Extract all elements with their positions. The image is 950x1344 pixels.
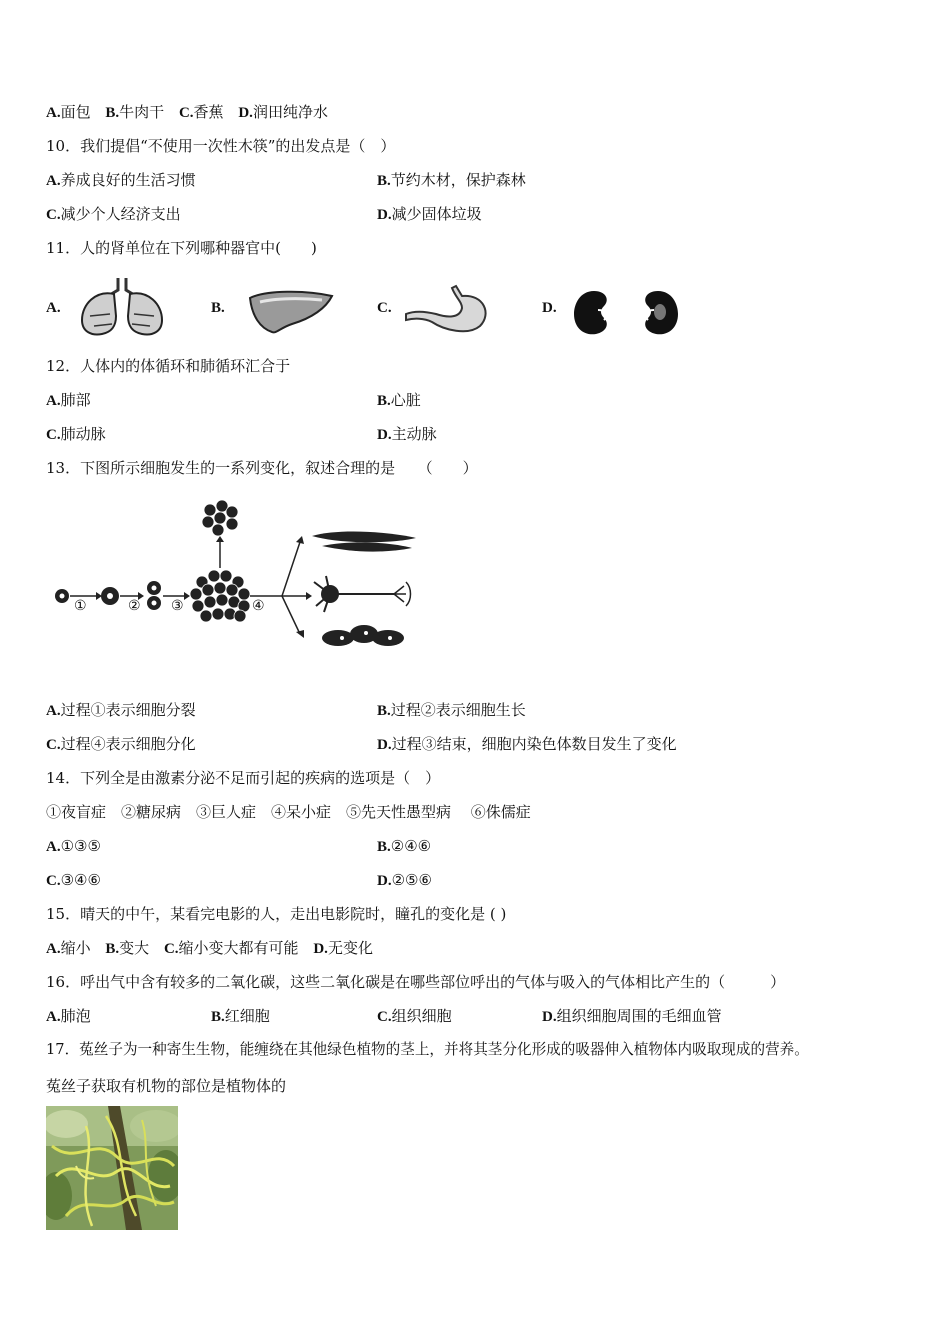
q16-stem: 16．呼出气中含有较多的二氧化碳，这些二氧化碳是在哪些部位呼出的气体与吸入的气体相比产生的（ ） [46,973,786,991]
q13-option-a: A.过程①表示细胞分裂 [46,701,196,719]
q14-option-b: B.②④⑥ [377,837,432,855]
q10-option-b: B.节约木材，保护森林 [377,171,526,189]
q13-option-c: C.过程④表示细胞分化 [46,735,196,753]
q16-option-d: D.组织细胞周围的毛细血管 [542,1007,722,1025]
liver-icon [246,288,336,336]
q12-option-c: C.肺动脉 [46,425,106,443]
q11-option-a-label: A. [46,300,61,316]
q17-stem-line-1: 17．菟丝子为一种寄生生物，能缠绕在其他绿色植物的茎上，并将其茎分化形成的吸器伸入植物体内吸取现成的营养。 [46,1041,809,1058]
q10-option-a: A.养成良好的生活习惯 [46,171,196,189]
kidney-icon [572,288,682,338]
stomach-icon [404,284,490,336]
lungs-icon [78,276,166,338]
q13-option-d: D.过程③结束，细胞内染色体数目发生了变化 [377,735,677,753]
q15-stem: 15．晴天的中午，某看完电影的人，走出电影院时，瞳孔的变化是 ( ) [46,905,507,923]
q9-options: A.面包 B.牛肉干 C.香蕉 D.润田纯净水 [46,103,328,121]
q12-option-b: B.心脏 [377,391,421,409]
q16-option-c: C.组织细胞 [377,1007,452,1025]
q14-stem: 14．下列全是由激素分泌不足而引起的疾病的选项是（ ） [46,769,441,787]
dodder-plant-photo [46,1106,178,1230]
q14-option-d: D.②⑤⑥ [377,871,432,889]
q10-stem: 10．我们提倡“不使用一次性木筷”的出发点是（ ） [46,137,396,155]
cell-division-diagram [50,498,422,660]
q12-option-d: D.主动脉 [377,425,437,443]
q11-option-c-label: C. [377,300,392,316]
q11-option-d-label: D. [542,300,557,316]
q16-option-a: A.肺泡 [46,1007,91,1025]
diagram-label-4: ④ [252,598,265,614]
q13-option-b: B.过程②表示细胞生长 [377,701,526,719]
q17-stem-line-2: 菟丝子获取有机物的部位是植物体的 [46,1077,287,1095]
q15-options: A.缩小 B.变大 C.缩小变大都有可能 D.无变化 [46,939,373,957]
diagram-label-3: ③ [171,598,184,614]
q10-option-d: D.减少固体垃圾 [377,205,482,223]
q14-option-c: C.③④⑥ [46,871,101,889]
q13-stem: 13．下图所示细胞发生的一系列变化，叙述合理的是 （ ） [46,459,478,477]
diagram-label-1: ① [74,598,87,614]
q11-option-b-label: B. [211,300,225,316]
q16-option-b: B.红细胞 [211,1007,270,1025]
q10-option-c: C.减少个人经济支出 [46,205,181,223]
q14-items: ①夜盲症 ②糖尿病 ③巨人症 ④呆小症 ⑤先天性愚型病 ⑥侏儒症 [46,803,531,821]
q11-stem: 11．人的肾单位在下列哪种器官中( ) [46,239,317,257]
q12-option-a: A.肺部 [46,391,91,409]
q12-stem: 12．人体内的体循环和肺循环汇合于 [46,357,291,375]
q14-option-a: A.①③⑤ [46,837,101,855]
diagram-label-2: ② [128,598,141,614]
